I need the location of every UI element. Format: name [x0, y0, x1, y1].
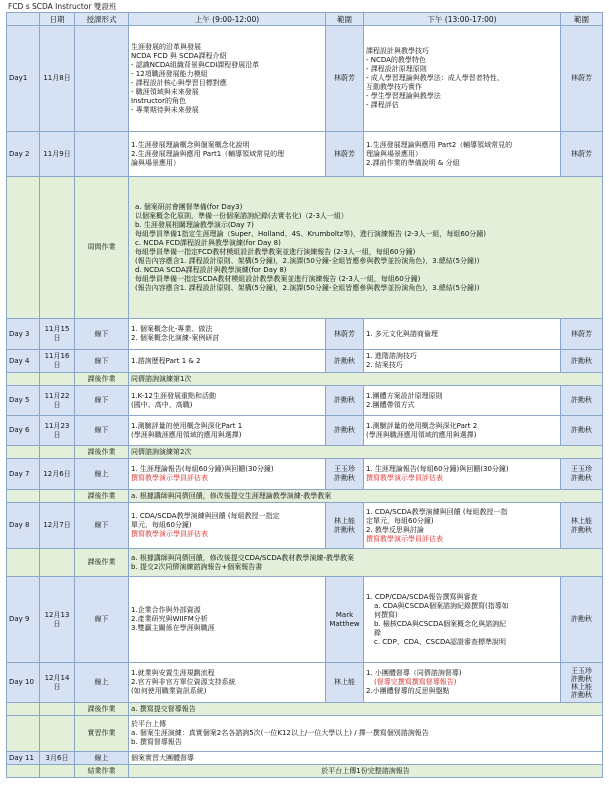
practice-row: [7, 716, 603, 752]
homework-label: 課後作業: [75, 549, 129, 577]
day-label: Day 11: [7, 752, 40, 765]
pm-content: 1. CDA/SCDA教學演練與回饋 (每組教授一指 定單元，每組60分鐘) 2. 教學反思與討論 撰寫教學演示學員評估表: [364, 503, 561, 549]
mode-cell: 線上: [75, 459, 129, 490]
header-afternoon: 下午 (13:00-17:00): [364, 13, 561, 26]
header-morning: 上午 (9:00-12:00): [129, 13, 326, 26]
after-class-row: [7, 549, 603, 577]
pm-teacher: 王玉珍 許勳秋 林上能 許勳秋: [561, 663, 603, 703]
am-content: 生涯發展的沿革與發展 NCDA FCD 與 SCDA課程介紹 - 認識NCDA組織背景與CDI課程發展沿革 - 12項職涯發展能力模組 - 課程設計核心與學習目標對應 - 職涯領域與未來發展 Instructor的角色 - 專業期待與未來發展: [129, 26, 326, 132]
date-cell: 12月7日: [40, 503, 75, 549]
am-content: 1. 個案概念化-專業、做法 2. 個案概念化演練-案例研討: [129, 319, 326, 350]
pm-teacher: 林上能 許勳秋: [561, 503, 603, 549]
am-teacher: 許勳秋: [326, 416, 364, 446]
mode-cell: 線下: [75, 503, 129, 549]
day-label: Day 7: [7, 459, 40, 490]
pm-teacher: 許勳秋: [561, 416, 603, 446]
homework-label: 周間作業: [75, 177, 129, 319]
day11-row: [7, 752, 603, 765]
homework-label: 課後作業: [75, 703, 129, 716]
after-class-row: [7, 373, 603, 386]
final-label: 結業作業: [75, 765, 129, 778]
blank-cell: [7, 765, 40, 778]
day-label: Day 4: [7, 350, 40, 373]
homework-content: a. 根據講師與同儕回饋，修改後提交CDA/SCDA教材教學演練-教學教案 b. 提交2次同儕演練諮詢報告+個案報告書: [129, 549, 603, 577]
pm-teacher: 許勳秋: [561, 350, 603, 373]
blank-cell: [7, 703, 40, 716]
homework-content: a. 根據講師與同儕回饋，修改後提交生涯理論教學演練-教學教案: [129, 490, 603, 503]
pm-teacher: 林蔚芳: [561, 319, 603, 350]
date-cell: 3月6日: [40, 752, 75, 765]
am-teacher: 王玉珍 許勳秋: [326, 459, 364, 490]
blank-cell: [7, 177, 40, 319]
am-teacher: Mark Matthew: [326, 577, 364, 663]
mode-cell: 線下: [75, 416, 129, 446]
day-label: Day1: [7, 26, 40, 132]
header-day: [7, 13, 40, 26]
am-content: 1.測驗評量的使用概念與深化Part 1 (學涯與職涯應用領域的應用與選擇): [129, 416, 326, 446]
mode-cell: 線上: [75, 752, 129, 765]
blank-cell: [7, 373, 40, 386]
day-label: Day 2: [7, 132, 40, 177]
homework-label: 課後作業: [75, 490, 129, 503]
header-scope-am: 範圍: [326, 13, 364, 26]
pm-content: 1. 進階諮詢技巧 2. 結案技巧: [364, 350, 561, 373]
am-teacher: 林上能 許勳秋: [326, 503, 364, 549]
mode-cell: 線下: [75, 577, 129, 663]
am-teacher: 林蔚芳: [326, 132, 364, 177]
day7-row: [7, 459, 603, 490]
pm-content: 1. 小團體督導（同儕諮詢督導) (督導完撰寫撰寫督導報告) 2.小團體督導的反思與盤點: [364, 663, 561, 703]
evaluation-note: 撰寫教學演示學員評估表: [366, 474, 443, 482]
header-scope-pm: 範圍: [561, 13, 603, 26]
homework-content: 同儕諮詢演練第1次: [129, 373, 603, 386]
pm-content: 1. 多元文化與諮商倫理: [364, 319, 561, 350]
practice-label: 實習作業: [75, 716, 129, 752]
schedule-table: [6, 12, 603, 778]
day4-row: [7, 350, 603, 373]
mode-cell: 線下: [75, 350, 129, 373]
evaluation-note: 撰寫教學演示學員評估表: [366, 534, 443, 543]
am-content: 1.諮詢歷程Part 1 & 2: [129, 350, 326, 373]
date-cell: 11月23日: [40, 416, 75, 446]
after-class-row: [7, 446, 603, 459]
blank-cell: [40, 373, 75, 386]
homework-label: 課後作業: [75, 373, 129, 386]
blank-cell: [40, 490, 75, 503]
am-teacher: 林蔚芳: [326, 26, 364, 132]
blank-cell: [7, 446, 40, 459]
date-cell: 12月13日: [40, 577, 75, 663]
blank-cell: [40, 765, 75, 778]
pm-teacher: 林蔚芳: [561, 26, 603, 132]
day8-row: [7, 503, 603, 549]
day10-row: [7, 663, 603, 703]
mode-cell: [75, 26, 129, 132]
date-cell: 11月9日: [40, 132, 75, 177]
pm-content: 1. 生涯理論報告(每組60分鐘)與回饋(30分鐘) 撰寫教學演示學員評估表: [364, 459, 561, 490]
day9-row: [7, 577, 603, 663]
blank-cell: [40, 703, 75, 716]
after-class-row: [7, 703, 603, 716]
header-row: [7, 13, 603, 26]
am-content: 1. 生涯理論報告(每組60分鐘)與回饋(30分鐘) 撰寫教學演示學員評估表: [129, 459, 326, 490]
day-label: Day 8: [7, 503, 40, 549]
pm-content: 1.測驗評量的使用概念與深化Part 2 (學涯與職涯應用領域的應用與選擇): [364, 416, 561, 446]
evaluation-note: 撰寫教學演示學員評估表: [131, 474, 208, 482]
blank-cell: [7, 490, 40, 503]
homework-content: 同儕諮詢演練第2次: [129, 446, 603, 459]
mode-cell: 線上: [75, 663, 129, 703]
pm-teacher: 王玉珍 許勳秋: [561, 459, 603, 490]
document-title: FCD s SCDA Instructor 雙證班: [8, 2, 117, 11]
pm-teacher: 許勳秋: [561, 386, 603, 416]
am-teacher: 林蔚芳: [326, 319, 364, 350]
am-content: 1. CDA/SCDA教學演練與回饋 (每組教授一指定 單元，每組60分鐘) 撰寫教學演示學員評估表: [129, 503, 326, 549]
am-content: 1.K-12生涯發展重點和活動 (國中、高中、高職): [129, 386, 326, 416]
day-label: Day 9: [7, 577, 40, 663]
date-cell: 11月16日: [40, 350, 75, 373]
date-cell: 11月8日: [40, 26, 75, 132]
day11-content: 個案實習大團體督導: [129, 752, 603, 765]
practice-content: 於平台上傳 a. 個案生涯演練：真實個案2名各諮詢5次(一位K12以上/一位大學以上) / 擇一撰寫個別諮詢報告 b. 撰寫督導報告: [129, 716, 603, 752]
homework-content: a. 個案研討會團督準備(for Day3) 以個案概念化原則，準備一份個案諮詢紀錄(去實名化)（2-3人一組） b. 生涯發展相關理論教學演示(Day 7) 每組學員準備1指定生涯理論（Super、Holland、4S、Krumboltz等)，進行演練報告 (2-3人一組，每組60分鐘) c. NCDA FCD課程設計與教學演練(for Day 8) 每組學員準備一指定FCD教材模組設計教學教案並進行演練報告 (2-3人一組，每組60分鐘) (報告內容應含1. 課程設計原則、架構(5分鐘)，2.演課(50分鐘-全組皆應參與教學並扮演角色)，3.總結(5分鐘)) d. NCDA SCDA課程設計與教學演練(for Day 8) 每組學員準備一指定SCDA教材模組設計教學教案並進行演練報告 (2-3人一組，每組60分鐘) (報告內容應含1. 課程設計原則、架構(5分鐘)，2.演課(50分鐘-全組皆應參與教學並扮演角色)，3.總結(5分鐘)): [129, 177, 603, 319]
date-cell: 12月6日: [40, 459, 75, 490]
blank-cell: [40, 177, 75, 319]
am-content: 1.就業與安置生涯規劃流程 2.官方與非官方單位資源支持系統 (如何使用職業資訊系統): [129, 663, 326, 703]
pm-teacher: 林蔚芳: [561, 132, 603, 177]
homework-label: 課後作業: [75, 446, 129, 459]
blank-cell: [40, 549, 75, 577]
mode-cell: 線下: [75, 319, 129, 350]
day5-row: [7, 386, 603, 416]
mode-cell: 線下: [75, 386, 129, 416]
am-content: 1.企業合作與外部資源 2.產業研究與WIIFM分析 3.雙贏主關係在學涯與職涯: [129, 577, 326, 663]
date-cell: 12月14日: [40, 663, 75, 703]
final-row: [7, 765, 603, 778]
pm-content: 1.團體方案設計原理原則 2.團體帶領方式: [364, 386, 561, 416]
am-teacher: 許勳秋: [326, 350, 364, 373]
after-class-row: [7, 490, 603, 503]
pm-content: 1. CDP/CDA/SCDA報告撰寫與審查 a. CDA與CSCDA個案諮詢紀錄撰寫(指導如 何撰寫) b. 檢核CDA與CSCDA個案概念化與諮詢紀 錄 c. CDP、CDA、CSCDA認證審查標準說明: [364, 577, 561, 663]
date-cell: 11月15日: [40, 319, 75, 350]
day1-row: [7, 26, 603, 132]
weekly-homework-row: [7, 177, 603, 319]
date-cell: 11月22日: [40, 386, 75, 416]
am-content: 1.生涯發展理論概念與個案概念化說明 2.生涯發展理論與應用 Part1（輔導領域常見的理 論與場景應用）: [129, 132, 326, 177]
pm-content: 課程設計與教學技巧 - NCDA的教學特色 - 課程設計原理原則 - 成人學習理論與教學法：成人學習者特性、 互動教學技巧實作 - 學生學習理論與教學法 - 課程評估: [364, 26, 561, 132]
day-label: Day 10: [7, 663, 40, 703]
blank-cell: [7, 549, 40, 577]
evaluation-note: 撰寫教學演示學員評估表: [131, 530, 208, 538]
blank-cell: [40, 446, 75, 459]
day3-row: [7, 319, 603, 350]
blank-cell: [7, 716, 40, 752]
header-mode: 授課形式: [75, 13, 129, 26]
mode-cell: [75, 132, 129, 177]
homework-content: a. 撰寫提交督導報告: [129, 703, 603, 716]
header-date: 日期: [40, 13, 75, 26]
pm-content: 1.生涯發展理論與應用 Part2（輔導領域常見的 理論與場景應用） 2.課前作業的準備說明 & 分組: [364, 132, 561, 177]
pm-teacher: 許勳秋: [561, 577, 603, 663]
day2-row: [7, 132, 603, 177]
final-content: 於平台上傳1份完整諮詢報告: [129, 765, 603, 778]
day-label: Day 5: [7, 386, 40, 416]
am-teacher: 許勳秋: [326, 386, 364, 416]
day6-row: [7, 416, 603, 446]
blank-cell: [40, 716, 75, 752]
day-label: Day 3: [7, 319, 40, 350]
am-teacher: 林上能: [326, 663, 364, 703]
day-label: Day 6: [7, 416, 40, 446]
